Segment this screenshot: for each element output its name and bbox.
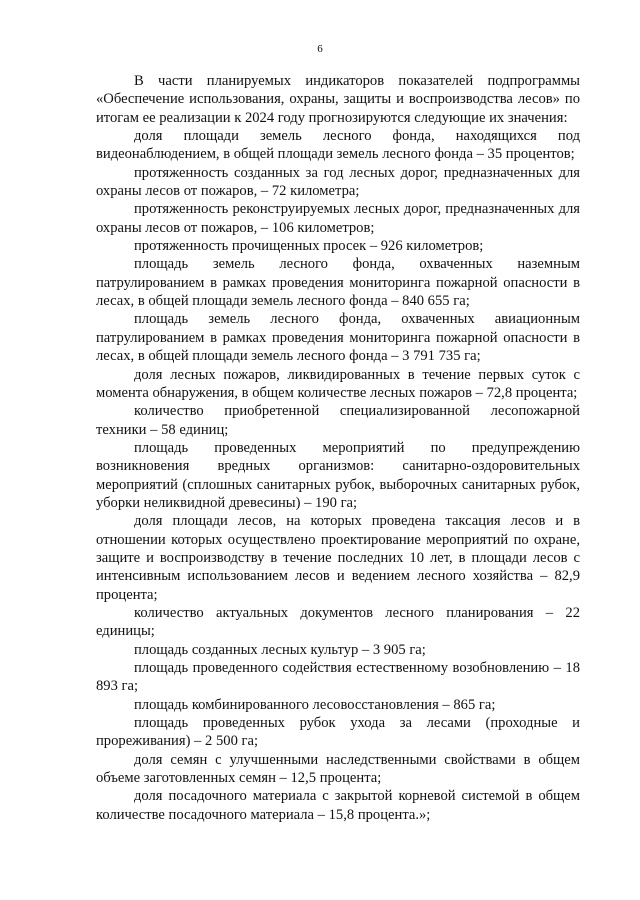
page-number: 6 (317, 43, 323, 55)
paragraph-indicator: площадь земель лесного фонда, охваченных авиационным патрулированием в рамках проведения мониторинга пожарной опасности в лесах, в общей площади земель лесного фонда – 3 791 735 га; (96, 311, 580, 365)
paragraph-indicator: протяженность прочищенных просек – 926 километров; (134, 238, 484, 255)
paragraph-indicator: протяженность реконструируемых лесных дорог, предназначенных для охраны лесов от пожаров, – 106 километров; (96, 201, 580, 236)
paragraph-indicator: доля семян с улучшенными наследственными свойствами в общем объеме заготовленных семян – 12,5 процента; (96, 751, 580, 787)
paragraph-indicator: площадь созданных лесных культур – 3 905 га; (134, 641, 426, 658)
paragraph-indicator: количество приобретенной специализированной лесопожарной техники – 58 единиц; (96, 403, 580, 438)
paragraph-indicator: доля лесных пожаров, ликвидированных в течение первых суток с момента обнаружения, в общем количестве лесных пожаров – 72,8 процента; (96, 366, 580, 401)
paragraph-indicator: доля посадочного материала с закрытой корневой системой в общем количестве посадочного материала – 15,8 процента.»; (96, 788, 580, 823)
paragraph-indicator: площадь проведенных рубок ухода за лесами (проходные и прореживания) – 2 500 га; (96, 715, 580, 750)
paragraph-indicator: площадь проведенных мероприятий по предупреждению возникновения вредных организмов: санитарно-оздоровительных мероприятий (сплошных санитарных рубок, выборочных санитарных рубок, уборки неликвидной древесины) – 190 га; (96, 439, 580, 511)
document-body (96, 72, 580, 824)
paragraph-indicator: площадь проведенного содействия естественному возобновлению – 18 893 га; (96, 660, 580, 695)
paragraph-indicator: количество актуальных документов лесного планирования – 22 единицы; (96, 604, 580, 640)
paragraph-intro: В части планируемых индикаторов показателей подпрограммы «Обеспечение использования, охраны, защиты и воспроизводства лесов» по итогам ее реализации к 2024 году прогнозируются следующие их значения: (96, 73, 580, 126)
paragraph-indicator: протяженность созданных за год лесных дорог, предназначенных для охраны лесов от пожаров, – 72 километра; (96, 164, 580, 200)
paragraph-indicator: доля площади земель лесного фонда, находящихся под видеонаблюдением, в общей площади земель лесного фонда – 35 процентов; (96, 128, 580, 163)
paragraph-indicator: площадь комбинированного лесовосстановления – 865 га; (134, 696, 496, 713)
paragraph-indicator: площадь земель лесного фонда, охваченных наземным патрулированием в рамках проведения мониторинга пожарной опасности в лесах, в общей площади земель лесного фонда – 840 655 га; (96, 256, 580, 310)
paragraph-indicator: доля площади лесов, на которых проведена таксация лесов и в отношении которых осуществлено проектирование мероприятий по охране, защите и воспроизводству в течение последних 10 лет, в площади лесов с интенсивным использованием лесов и ведением лесного хозяйства – 82,9 процента; (96, 513, 580, 603)
